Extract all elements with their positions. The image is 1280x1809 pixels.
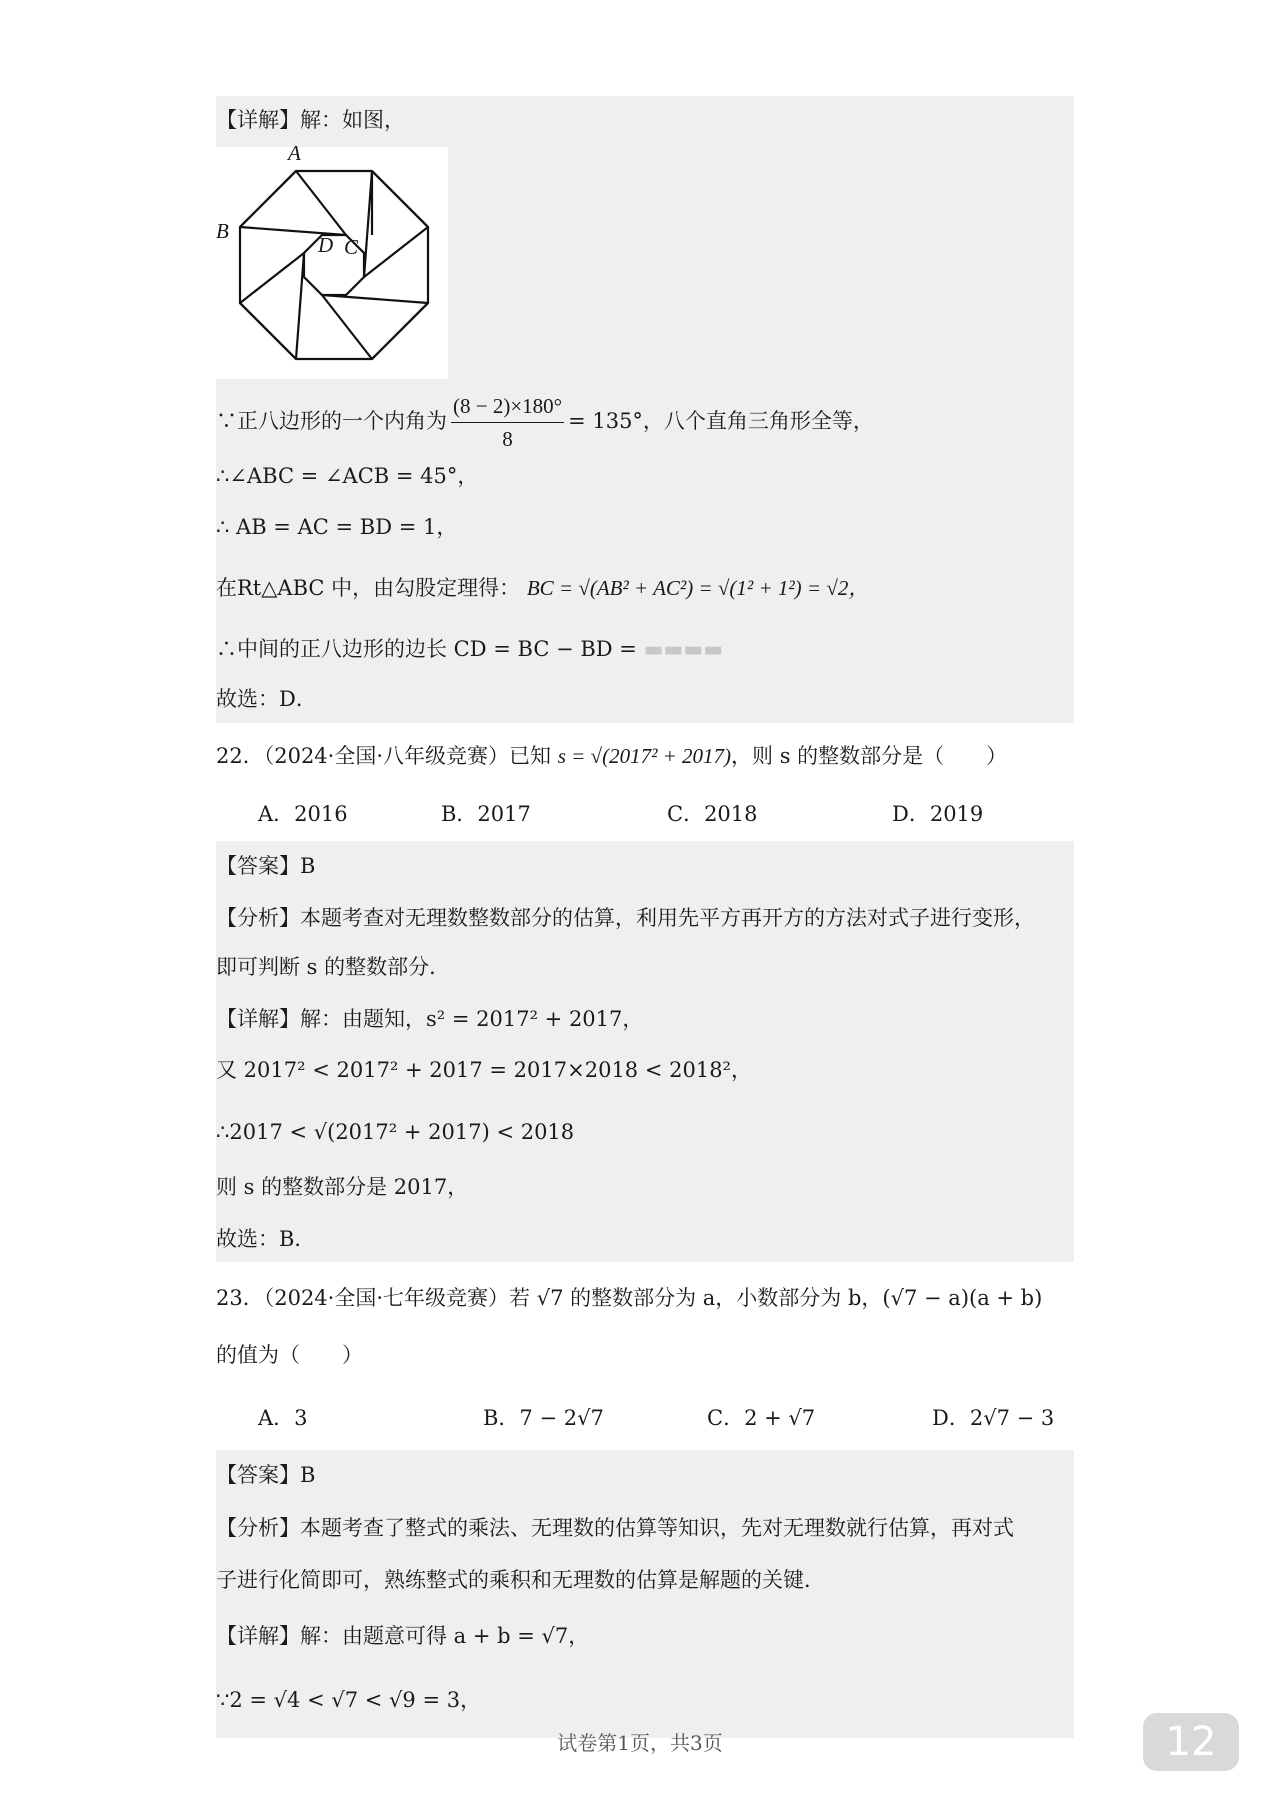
q22-detail-2: 又 2017² < 2017² + 2017 = 2017×2018 < 2018²，	[216, 1058, 752, 1082]
q23-detail-2: ∵2 = √4 < √7 < √9 = 3，	[216, 1688, 482, 1712]
fraction-denominator: 8	[502, 427, 513, 451]
q22-detail-5: 故选：B．	[216, 1227, 316, 1251]
q23-answer: 【答案】B	[216, 1463, 316, 1487]
q23-detail-1: 【详解】解：由题意可得 a + b = √7，	[216, 1624, 590, 1648]
page-number-badge[interactable]: 12	[1143, 1713, 1239, 1771]
q22-detail-4: 则 s 的整数部分是 2017，	[216, 1175, 469, 1199]
q21-line4-pre: 在Rt△ABC 中，由勾股定理得：	[216, 576, 521, 600]
q21-line1-post: = 135°，八个直角三角形全等，	[568, 409, 874, 433]
label-b: B	[216, 219, 229, 243]
q22-option-d: D．2019	[892, 802, 984, 826]
q22-answer: 【答案】B	[216, 854, 316, 878]
q22-detail-3: ∴2017 < √(2017² + 2017) < 2018	[216, 1120, 575, 1144]
q22-option-a: A．2016	[258, 802, 348, 826]
octagon-figure	[216, 141, 448, 379]
q23-option-c: C．2 + √7	[707, 1406, 816, 1430]
q21-line4-math: BC = √(AB² + AC²) = √(1² + 1²) = √2，	[526, 576, 870, 600]
q21-line3: ∴ AB = AC = BD = 1，	[216, 515, 458, 539]
q21-line5	[216, 635, 723, 663]
q23-option-d: D．2√7 − 3	[932, 1406, 1055, 1430]
q22-analysis-2: 即可判断 s 的整数部分．	[216, 955, 451, 979]
q22-option-b: B．2017	[441, 802, 531, 826]
q21-line2: ∴∠ABC = ∠ACB = 45°，	[216, 464, 479, 488]
q22-stem-math: s = √(2017² + 2017)	[557, 744, 732, 768]
q22-detail-1: 【详解】解：由题知，s² = 2017² + 2017，	[216, 1007, 644, 1031]
page-footer: 试卷第1页，共3页	[557, 1731, 723, 1755]
q22-stem-pre: 22．（2024·全国·八年级竞赛）已知	[216, 744, 552, 768]
blurred-result: ▬▬▬▬	[636, 637, 723, 661]
q21-line4	[216, 574, 869, 602]
q21-line1	[216, 392, 874, 453]
q23-analysis-2: 子进行化简即可，熟练整式的乘积和无理数的估算是解题的关键．	[216, 1568, 825, 1592]
q22-stem-post: ，则 s 的整数部分是（ ）	[731, 744, 1008, 768]
fraction-numerator: (8 − 2)×180°	[451, 392, 564, 423]
q23-option-a: A．3	[258, 1406, 308, 1430]
q23-stem-2: 的值为（ ）	[216, 1343, 363, 1367]
octagon-diagram	[216, 147, 448, 379]
label-d: D	[318, 233, 334, 257]
q23-analysis-1: 【分析】本题考查了整式的乘法、无理数的估算等知识，先对无理数就行估算，再对式	[216, 1516, 1014, 1540]
q21-line1-pre: ∵正八边形的一个内角为	[216, 409, 447, 433]
q21-detail-intro: 【详解】解：如图，	[216, 108, 405, 132]
label-c: C	[344, 235, 359, 259]
q23-option-b: B．7 − 2√7	[483, 1406, 604, 1430]
q21-line5-text: ∴中间的正八边形的边长 CD = BC − BD =	[216, 637, 637, 661]
q22-stem	[216, 742, 1007, 770]
angle-fraction	[451, 392, 564, 453]
label-a: A	[288, 141, 301, 165]
q21-line6: 故选：D．	[216, 687, 317, 711]
q22-option-c: C．2018	[667, 802, 758, 826]
q22-analysis-1: 【分析】本题考查对无理数整数部分的估算，利用先平方再开方的方法对式子进行变形，	[216, 906, 1035, 930]
q23-stem-1: 23．（2024·全国·七年级竞赛）若 √7 的整数部分为 a，小数部分为 b，(√7 − a)(a + b)	[216, 1286, 1043, 1310]
